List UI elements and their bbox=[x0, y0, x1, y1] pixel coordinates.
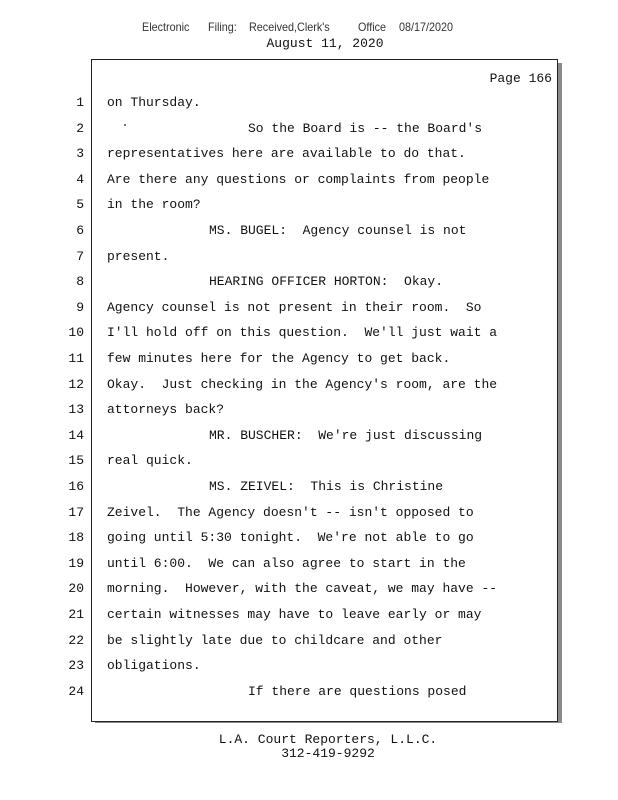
transcript-line: I'll hold off on this question. We'll just wait a bbox=[107, 325, 498, 340]
stamp-electronic: Electronic bbox=[142, 20, 190, 34]
transcript-line: morning. However, with the caveat, we may have -- bbox=[107, 581, 498, 596]
transcript-line: Zeivel. The Agency doesn't -- isn't opposed to bbox=[107, 505, 474, 520]
transcript-line: MS. ZEIVEL: This is Christine bbox=[209, 479, 444, 494]
transcript-line: Agency counsel is not present in their room. So bbox=[107, 300, 482, 315]
scan-speck bbox=[124, 124, 126, 126]
line-number: 17 bbox=[68, 505, 84, 520]
footer-phone: 312-419-9292 bbox=[281, 746, 375, 761]
line-number: 11 bbox=[68, 351, 84, 366]
line-number: 24 bbox=[68, 684, 84, 699]
line-number: 13 bbox=[68, 402, 84, 417]
stamp-filing: Filing: bbox=[208, 20, 237, 34]
footer-firm: L.A. Court Reporters, L.L.C. bbox=[218, 732, 438, 747]
line-number: 16 bbox=[68, 479, 84, 494]
line-number: 10 bbox=[68, 325, 84, 340]
line-number: 1 bbox=[76, 95, 84, 110]
line-number: 15 bbox=[68, 453, 84, 468]
transcript-line: Are there any questions or complaints from people bbox=[107, 172, 490, 187]
stamp-office: Office bbox=[358, 20, 387, 34]
line-number: 8 bbox=[76, 274, 84, 289]
transcript-line: going until 5:30 tonight. We're not able to go bbox=[107, 530, 474, 545]
transcript-line: HEARING OFFICER HORTON: Okay. bbox=[209, 274, 444, 289]
transcript-line: until 6:00. We can also agree to start in the bbox=[107, 556, 466, 571]
transcript-line: be slightly late due to childcare and other bbox=[107, 633, 443, 648]
line-number: 6 bbox=[76, 223, 84, 238]
line-number: 19 bbox=[68, 556, 84, 571]
transcript-line: Okay. Just checking in the Agency's room, are the bbox=[107, 377, 498, 392]
line-number: 20 bbox=[68, 581, 84, 596]
transcript-date: August 11, 2020 bbox=[266, 36, 384, 51]
transcript-line: in the room? bbox=[107, 197, 201, 212]
stamp-date: 08/17/2020 bbox=[399, 20, 454, 34]
transcript-line: few minutes here for the Agency to get back. bbox=[107, 351, 451, 366]
line-number: 5 bbox=[76, 197, 84, 212]
line-number: 14 bbox=[68, 428, 84, 443]
line-number: 23 bbox=[68, 658, 84, 673]
transcript-line: present. bbox=[107, 249, 170, 264]
transcript-line: MR. BUSCHER: We're just discussing bbox=[209, 428, 483, 443]
transcript-line: certain witnesses may have to leave early or may bbox=[107, 607, 482, 622]
transcript-line: So the Board is -- the Board's bbox=[248, 121, 483, 136]
page-number: Page 166 bbox=[489, 71, 552, 86]
transcript-line: representatives here are available to do that. bbox=[107, 146, 466, 161]
line-number: 12 bbox=[68, 377, 84, 392]
transcript-line: obligations. bbox=[107, 658, 201, 673]
line-number: 18 bbox=[68, 530, 84, 545]
transcript-line: attorneys back? bbox=[107, 402, 225, 417]
transcript-line: MS. BUGEL: Agency counsel is not bbox=[209, 223, 467, 238]
line-number: 7 bbox=[76, 249, 84, 264]
line-number: 4 bbox=[76, 172, 84, 187]
transcript-line: real quick. bbox=[107, 453, 193, 468]
line-number: 9 bbox=[76, 300, 84, 315]
stamp-received: Received,Clerk's bbox=[249, 20, 330, 34]
line-number: 3 bbox=[76, 146, 84, 161]
line-number: 22 bbox=[68, 633, 84, 648]
transcript-line: If there are questions posed bbox=[248, 684, 467, 699]
line-number: 2 bbox=[76, 121, 84, 136]
transcript-line: on Thursday. bbox=[107, 95, 201, 110]
line-number: 21 bbox=[68, 607, 84, 622]
